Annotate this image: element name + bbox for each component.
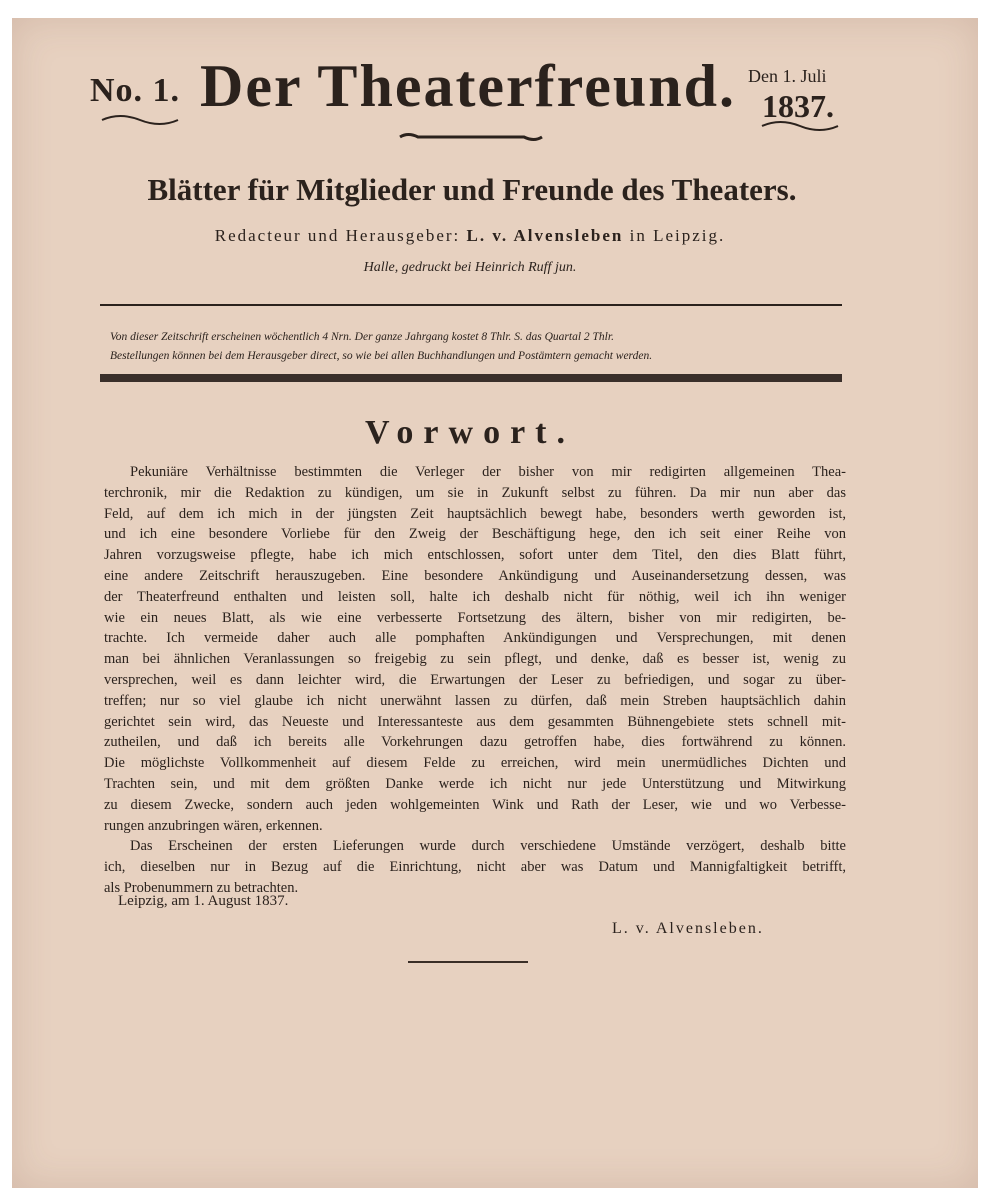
body-line: als Probenummern zu betrachten.: [104, 879, 299, 896]
printer-line: Halle, gedruckt bei Heinrich Ruff jun.: [363, 260, 577, 275]
title-underline-ornament: [398, 130, 544, 144]
body-line: eine andere Zeitschrift herauszugeben. Eine besondere Ankündigung und Auseinandersetzung dessen, was: [104, 567, 846, 584]
separator-rule-thick: [100, 374, 842, 382]
body-line: terchronik, mir die Redaktion zu kündigen, um sie in Zukunft selbst zu führen. Da mir nun aber das: [104, 484, 846, 501]
body-line: Pekuniäre Verhältnisse bestimmten die Verleger der bisher von mir redigirten allgemeinen Thea-: [130, 464, 846, 480]
body-line: versprechen, weil es dann leichter wird, die Erwartungen der Leser zu befriedigen, und sogar zu über-: [104, 671, 846, 688]
body-line: der Theaterfreund enthalten und leisten soll, halte ich deshalb nicht für nöthig, weil ich ihn weniger: [104, 588, 846, 605]
editor-suffix: in Leipzig.: [629, 226, 726, 245]
subtitle: Blätter für Mitglieder und Freunde des Theaters.: [147, 172, 797, 207]
editor-prefix: Redacteur und Herausgeber:: [214, 226, 461, 245]
body-line: Trachten sein, und mit dem größten Danke werde ich nicht nur jede Unterstützung und Mitwirkung: [104, 775, 846, 792]
issue-number: No. 1.: [90, 72, 181, 109]
body-line: treffen; nur so viel glaube ich nicht unerwähnt lassen zu dürfen, daß mein Streben hauptsächlich dahin: [104, 692, 846, 709]
separator-rule-thin: [100, 304, 842, 306]
signature-name: L. v. Alvensleben.: [612, 920, 764, 937]
body-line: wie ein neues Blatt, als wie eine verbesserte Fortsetzung des ältern, bisher von mir redigirten, be-: [104, 609, 846, 626]
body-line: Die möglichste Vollkommenheit auf diesem Felde zu erreichen, wird mein unermüdliches Dichten und: [104, 755, 846, 772]
body-line: zutheilen, und daß ich bereits alle Vorkehrungen dazu getroffen habe, dies fortwährend zu können.: [104, 734, 846, 751]
swash-ornament-left: [100, 112, 180, 126]
body-line: trachte. Ich vermeide daher auch alle pomphaften Ankündigungen und Versprechungen, mit denen: [104, 630, 846, 647]
issue-date-day: Den 1. Juli: [748, 66, 827, 86]
body-line: Jahren vorzugsweise pflegte, habe ich mich entschlossen, sofort unter dem Titel, den dies Blatt führt,: [104, 547, 846, 564]
signature-place-date: Leipzig, am 1. August 1837.: [118, 893, 289, 909]
body-line: gerichtet sein wird, das Neueste und Interessanteste aus dem gesammten Bühnengebiete stets schnell mit-: [104, 713, 846, 730]
body-line: rungen anzubringen wären, erkennen.: [104, 817, 323, 834]
notice-line-1: Von dieser Zeitschrift erscheinen wöchentlich 4 Nrn. Der ganze Jahrgang kostet 8 Thlr. S. das Quartal 2 Thlr.: [110, 331, 614, 343]
swash-ornament-right: [760, 118, 840, 132]
notice-line-2: Bestellungen können bei dem Herausgeber direct, so wie bei allen Buchhandlungen und Postämtern gemacht werden.: [110, 350, 653, 362]
body-line: ich, dieselben nur in Bezug auf die Einrichtung, nicht aber was Datum und Mannigfaltigkeit betrifft,: [104, 859, 846, 876]
end-rule: [408, 961, 528, 963]
body-line: und ich eine besondere Vorliebe für den Zweig der Beschäftigung hege, den ich seit einer Reihe von: [104, 526, 846, 543]
body-line: man bei ähnlichen Veranlassungen so freigebig zu sein pflegt, und denke, daß es besser ist, wenig zu: [104, 651, 846, 668]
body-line: zu diesem Zwecke, sondern auch jeden wohlgemeinten Wink und Rath der Leser, wie und wo Verbesse-: [104, 796, 846, 813]
subscription-notice: [110, 328, 840, 366]
body-line: Feld, auf dem ich mich in der jüngsten Zeit hauptsächlich bewegt habe, besonders werth geworden ist,: [104, 505, 846, 522]
issue-date-year: 1837.: [762, 88, 834, 124]
body-line: Das Erscheinen der ersten Lieferungen wurde durch verschiedene Umstände verzögert, deshalb bitte: [130, 838, 846, 855]
editor-name: L. v. Alvensleben: [466, 226, 624, 245]
masthead-title: Der Theaterfreund.: [200, 53, 736, 119]
section-heading: Vorwort.: [365, 414, 575, 451]
editor-line: [120, 226, 820, 246]
preface-body: [104, 462, 846, 899]
